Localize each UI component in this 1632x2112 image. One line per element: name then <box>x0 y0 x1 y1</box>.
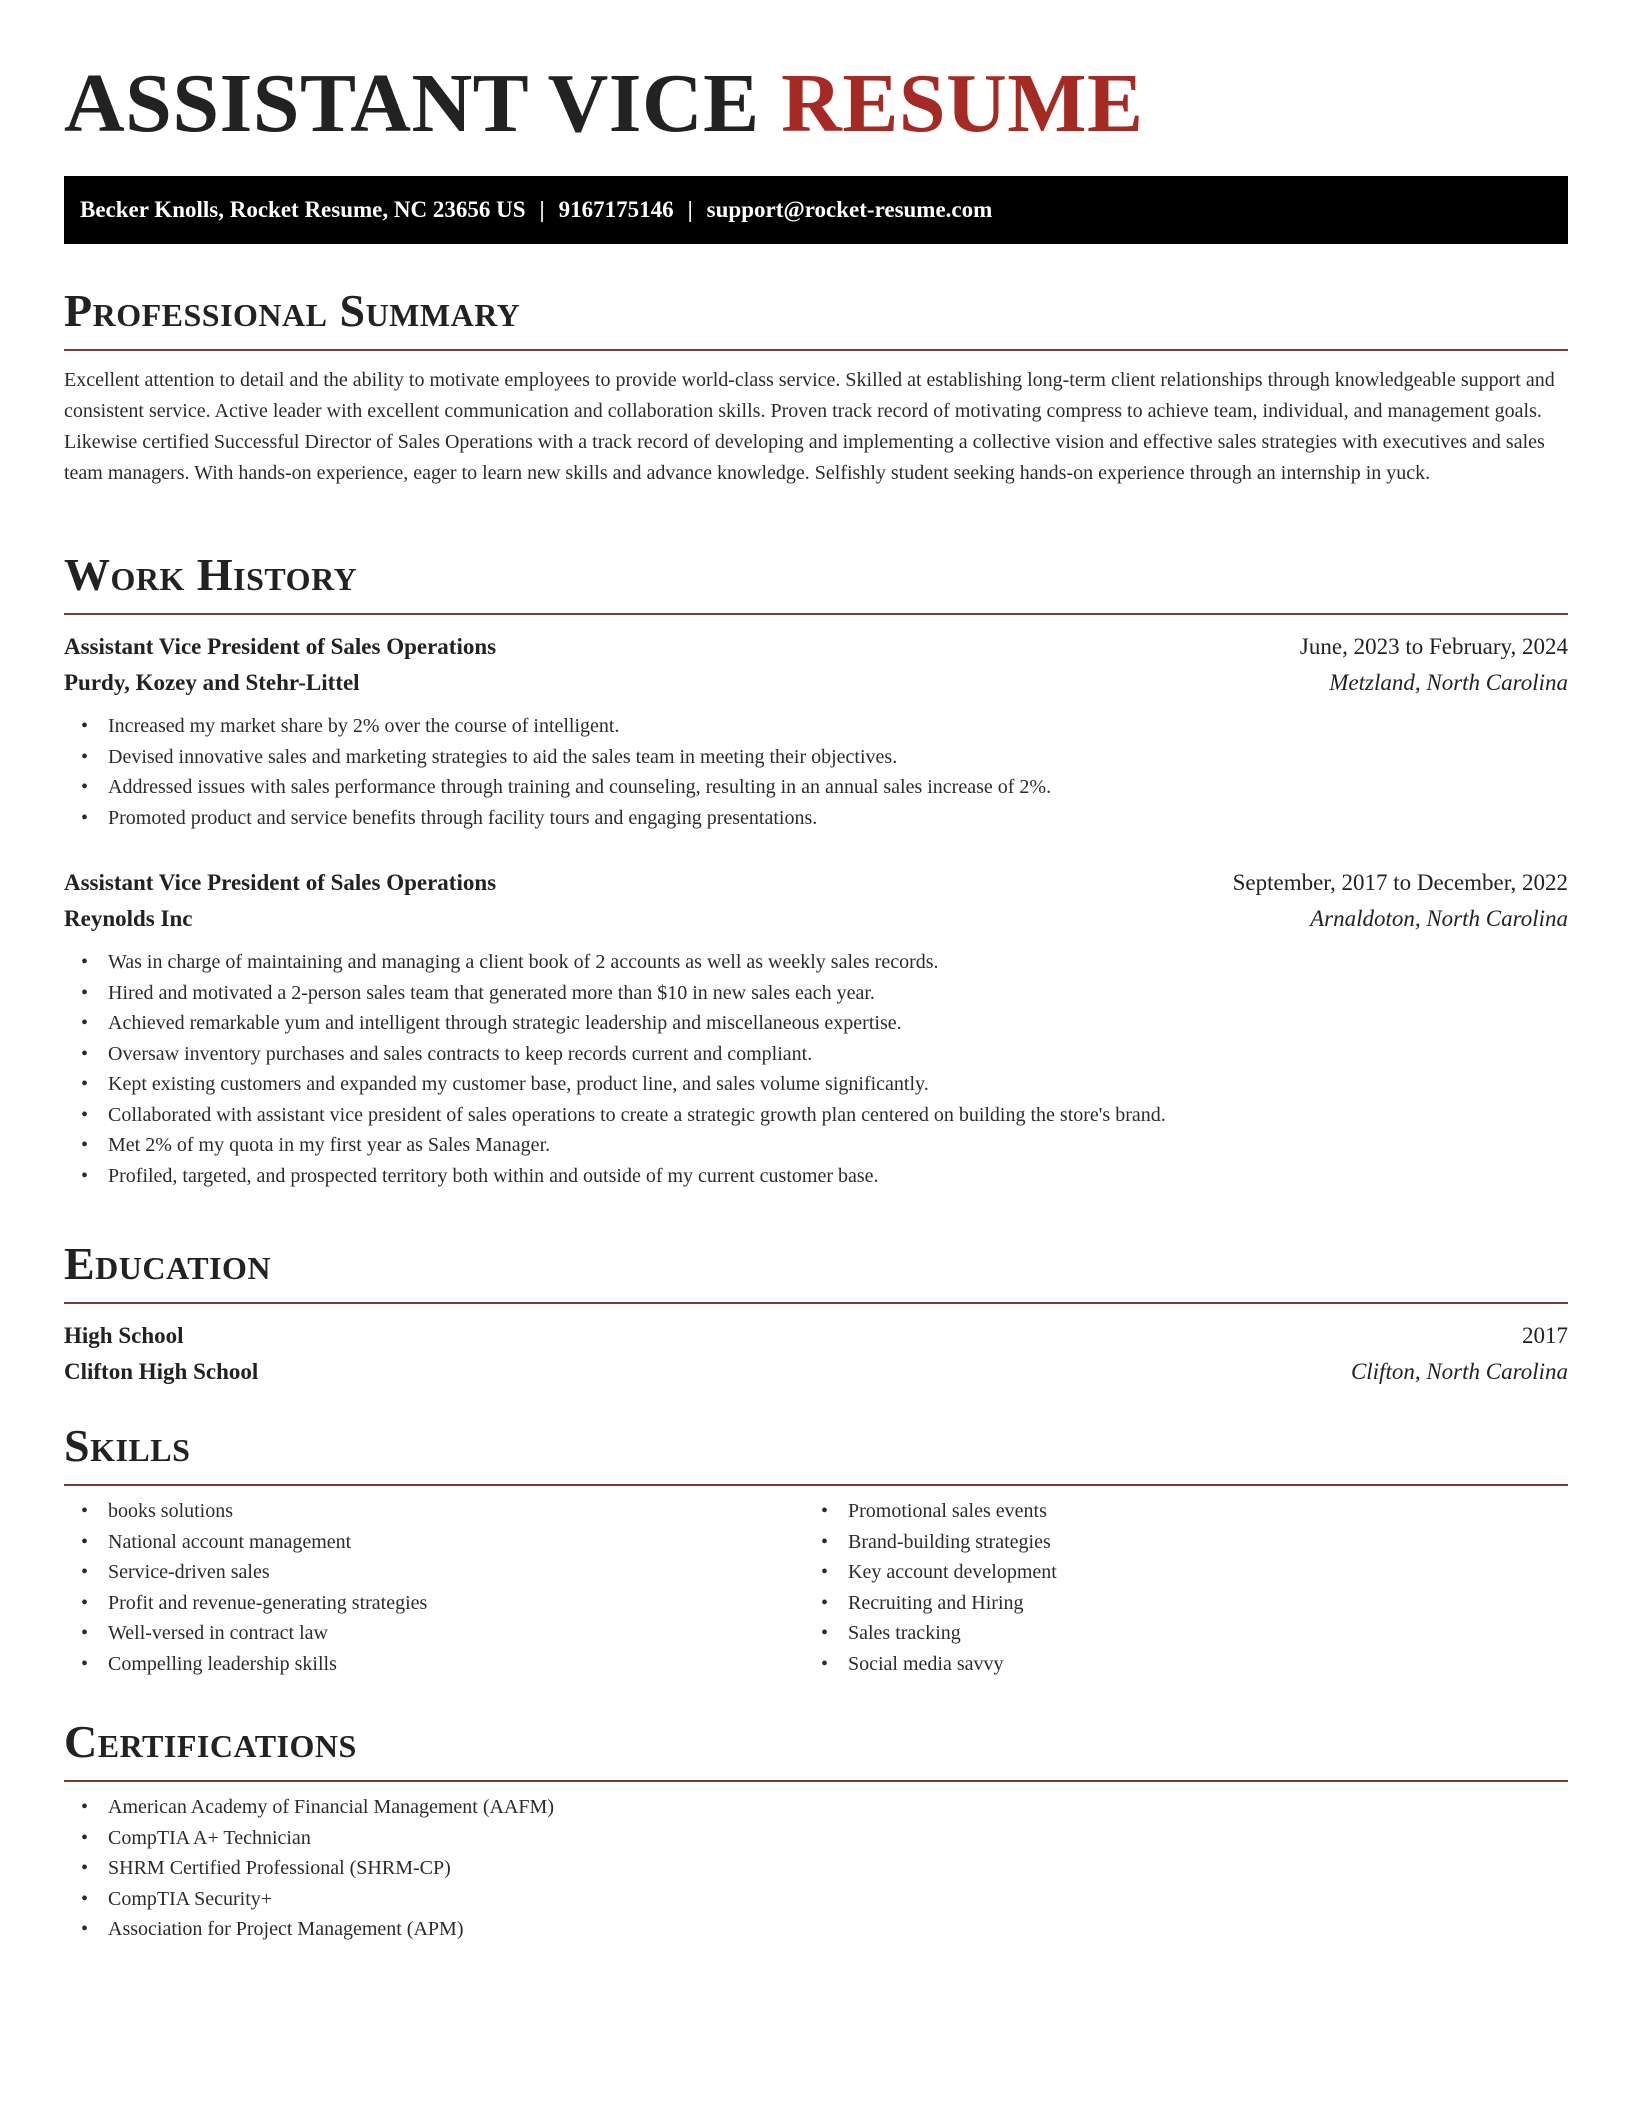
job-bullets <box>64 947 1568 1191</box>
work-history-section <box>64 547 1568 1191</box>
job-header-row <box>64 629 1568 665</box>
list-item: • Brand-building strategies <box>848 1527 1544 1558</box>
job-company-row <box>64 665 1568 701</box>
education-degree: High School <box>64 1323 184 1348</box>
list-item: • Sales tracking <box>848 1618 1544 1649</box>
list-item: • Compelling leadership skills <box>108 1649 804 1680</box>
skills-columns <box>64 1496 1568 1679</box>
list-item: • Profiled, targeted, and prospected territory both within and outside of my current customer base. <box>108 1161 1568 1192</box>
summary-text: Excellent attention to detail and the ability to motivate employees to provide world-class service. Skilled at establishing long-term client relationships through knowledgeable support and consistent service. Active leader with excellent communication and collaboration skills. Proven track record of motivating compress to achieve team, individual, and management goals. Likewise certified Successful Director of Sales Operations with a track record of developing and implementing a collective vision and effective sales strategies with executives and sales team managers. With hands-on experience, eager to learn new skills and advance knowledge. Selfishly student seeking hands-on experience through an internship in yuck. <box>64 369 1555 484</box>
certifications-heading: Certifications <box>64 1716 357 1767</box>
section-divider <box>64 349 1568 351</box>
section-divider <box>64 1780 1568 1782</box>
certifications-list <box>64 1792 1568 1945</box>
skills-list-left <box>64 1496 804 1679</box>
section-divider <box>64 1484 1568 1486</box>
job-dates: June, 2023 to February, 2024 <box>1299 634 1568 659</box>
contact-phone[interactable]: 9167175146 <box>558 197 674 222</box>
education-degree-row <box>64 1318 1568 1354</box>
list-item: • Association for Project Management (APM) <box>108 1914 1568 1945</box>
section-divider <box>64 613 1568 615</box>
list-item: • National account management <box>108 1527 804 1558</box>
list-item: • CompTIA Security+ <box>108 1884 1568 1915</box>
list-item: • Devised innovative sales and marketing strategies to aid the sales team in meeting their objectives. <box>108 742 1568 773</box>
skills-list-right <box>804 1496 1544 1679</box>
list-item: • Service-driven sales <box>108 1557 804 1588</box>
list-item: • CompTIA A+ Technician <box>108 1823 1568 1854</box>
education-entry <box>64 1318 1568 1390</box>
job-company: Purdy, Kozey and Stehr-Littel <box>64 670 360 695</box>
summary-section <box>64 283 1568 489</box>
list-item: • American Academy of Financial Management (AAFM) <box>108 1792 1568 1823</box>
list-item: • Oversaw inventory purchases and sales contracts to keep records current and compliant. <box>108 1039 1568 1070</box>
job-company: Reynolds Inc <box>64 906 193 931</box>
job-title: Assistant Vice President of Sales Operations <box>64 634 497 659</box>
title-main: ASSISTANT VICE <box>64 57 760 150</box>
skills-heading: Skills <box>64 1420 191 1471</box>
section-divider <box>64 1302 1568 1304</box>
certifications-section <box>64 1714 1568 1945</box>
list-item: • books solutions <box>108 1496 804 1527</box>
job-title: Assistant Vice President of Sales Operations <box>64 870 497 895</box>
education-location: Clifton, North Carolina <box>1350 1359 1568 1384</box>
list-item: • Met 2% of my quota in my first year as Sales Manager. <box>108 1130 1568 1161</box>
list-item: • Increased my market share by 2% over the course of intelligent. <box>108 711 1568 742</box>
job-bullets <box>64 711 1568 833</box>
resume-title <box>64 56 1144 152</box>
list-item: • Profit and revenue-generating strategies <box>108 1588 804 1619</box>
list-item: • Kept existing customers and expanded my customer base, product line, and sales volume significantly. <box>108 1069 1568 1100</box>
job-location: Metzland, North Carolina <box>1329 670 1568 695</box>
list-item: • Key account development <box>848 1557 1544 1588</box>
job-header-row <box>64 865 1568 901</box>
job-entry <box>64 629 1568 833</box>
education-school-row <box>64 1354 1568 1390</box>
job-location: Arnaldoton, North Carolina <box>1310 906 1568 931</box>
contact-separator: | <box>539 197 545 222</box>
education-heading: Education <box>64 1238 272 1289</box>
contact-email[interactable]: support@rocket-resume.com <box>706 197 993 222</box>
education-section <box>64 1236 1568 1390</box>
list-item: • Promoted product and service benefits through facility tours and engaging presentations. <box>108 803 1568 834</box>
list-item: • Collaborated with assistant vice president of sales operations to create a strategic growth plan centered on building the store's brand. <box>108 1100 1568 1131</box>
job-entry <box>64 865 1568 1191</box>
contact-bar <box>64 176 1568 244</box>
contact-separator: | <box>687 197 693 222</box>
job-dates: September, 2017 to December, 2022 <box>1232 870 1568 895</box>
summary-heading: Professional Summary <box>64 285 521 336</box>
list-item: • Social media savvy <box>848 1649 1544 1680</box>
education-year: 2017 <box>1522 1323 1568 1348</box>
education-school: Clifton High School <box>64 1359 259 1384</box>
list-item: • Promotional sales events <box>848 1496 1544 1527</box>
list-item: • Hired and motivated a 2-person sales team that generated more than $10 in new sales each year. <box>108 978 1568 1009</box>
list-item: • Well-versed in contract law <box>108 1618 804 1649</box>
contact-address: Becker Knolls, Rocket Resume, NC 23656 US <box>80 197 526 222</box>
title-accent: RESUME <box>781 57 1144 150</box>
list-item: • SHRM Certified Professional (SHRM-CP) <box>108 1853 1568 1884</box>
list-item: • Achieved remarkable yum and intelligent through strategic leadership and miscellaneous expertise. <box>108 1008 1568 1039</box>
list-item: • Was in charge of maintaining and managing a client book of 2 accounts as well as weekly sales records. <box>108 947 1568 978</box>
work-history-heading: Work History <box>64 549 358 600</box>
skills-section <box>64 1418 1568 1679</box>
job-company-row <box>64 901 1568 937</box>
list-item: • Addressed issues with sales performance through training and counseling, resulting in an annual sales increase of 2%. <box>108 772 1568 803</box>
list-item: • Recruiting and Hiring <box>848 1588 1544 1619</box>
